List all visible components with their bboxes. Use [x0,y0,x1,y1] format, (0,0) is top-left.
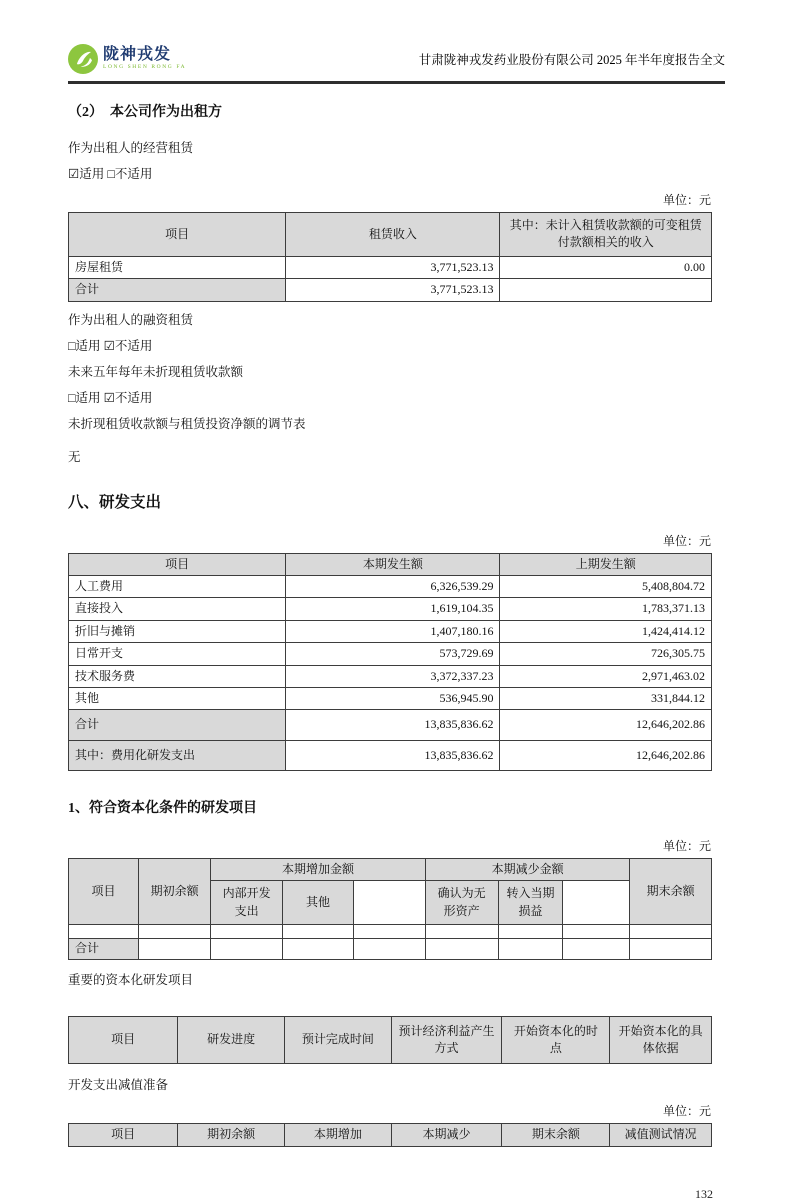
col-header-item: 项目 [69,859,139,925]
empty-cell [563,925,630,939]
row-current: 536,945.90 [286,687,500,709]
row-label: 技术服务费 [69,665,286,687]
table-row [69,643,712,665]
empty-cell [139,925,211,939]
empty-cell [630,939,712,959]
col-header-progress: 研发进度 [178,1016,285,1064]
logo-text-en: LONG SHEN RONG FA [103,64,187,71]
row-current: 1,407,180.16 [286,620,500,642]
expensed-label: 其中：费用化研发支出 [69,740,286,770]
row-prior: 5,408,804.72 [500,575,712,597]
logo-icon [68,44,98,74]
operating-lease-line: 作为出租人的经营租赁 [68,141,194,155]
total-value-income: 3,771,523.13 [286,279,500,301]
report-page [68,0,725,1202]
section-heading-capitalized: 1、符合资本化条件的研发项目 [68,801,257,817]
total-value-variable [500,279,712,301]
rd-expense-table [68,553,712,772]
table-row [69,687,712,709]
col-header-capitalization-basis: 开始资本化的具体依据 [610,1016,712,1064]
col-header-increase: 本期增加 [285,1124,392,1146]
logo-text-cn: 陇神戎发 [103,46,172,64]
row-prior: 1,783,371.13 [500,598,712,620]
empty-cell [283,925,354,939]
table-row [69,598,712,620]
table-row-expensed [69,740,712,770]
total-label: 合计 [69,939,139,959]
company-logo [68,44,186,74]
col-header-opening: 期初余额 [139,859,211,925]
col-header-income: 租赁收入 [286,213,500,257]
col-header-closing: 期末余额 [502,1124,610,1146]
table-row [69,925,712,939]
col-header-capitalization-start: 开始资本化的时点 [502,1016,610,1064]
unit-label: 单位：元 [662,1104,711,1119]
table-row [69,620,712,642]
expensed-current: 13,835,836.62 [286,740,500,770]
col-header-decrease: 本期减少 [391,1124,502,1146]
table-row [69,256,712,278]
group-header-increase: 本期增加金额 [211,859,426,881]
unit-label: 单位：元 [662,839,711,854]
col-header-other: 其他 [283,881,354,925]
future-receipts-line: 未来五年每年未折现租赁收款额 [68,364,244,379]
table-row-total [69,279,712,301]
row-label: 房屋租赁 [69,256,286,278]
row-label: 日常开支 [69,643,286,665]
col-header-variable: 其中：未计入租赁收款额的可变租赁付款额相关的收入 [500,213,712,257]
impairment-table [68,1123,712,1146]
empty-cell [563,939,630,959]
page-header [68,0,725,74]
empty-cell [211,925,283,939]
empty-cell [498,939,563,959]
row-current: 1,619,104.35 [286,598,500,620]
impairment-line: 开发支出减值准备 [68,1078,169,1093]
none-text: 无 [68,449,81,464]
unit-label: 单位：元 [662,193,711,207]
finance-applicable-checkboxes: □适用 ☑不适用 [68,338,153,353]
empty-cell [283,939,354,959]
empty-cell [563,881,630,925]
col-header-opening: 期初余额 [178,1124,285,1146]
col-header-prior: 上期发生额 [500,553,712,575]
row-current: 6,326,539.29 [286,575,500,597]
empty-cell [425,939,498,959]
important-rd-table [68,1016,712,1065]
document-title: 甘肃陇神戎发药业股份有限公司 2025 年半年度报告全文 [418,53,725,67]
operating-lease-table [68,212,712,302]
col-header-item: 项目 [69,1124,178,1146]
col-header-item: 项目 [69,553,286,575]
table-row-total [69,939,712,959]
section-heading-rd: 八、研发支出 [68,493,162,511]
row-prior: 726,305.75 [500,643,712,665]
row-label: 折旧与摊销 [69,620,286,642]
row-current: 573,729.69 [286,643,500,665]
empty-cell [69,925,139,939]
empty-cell [211,939,283,959]
unit-label: 单位：元 [662,533,711,548]
col-header-expected-completion: 预计完成时间 [285,1016,392,1064]
row-current: 3,372,337.23 [286,665,500,687]
finance-lease-line: 作为出租人的融资租赁 [68,312,194,327]
col-header-closing: 期末余额 [630,859,712,925]
capitalized-rd-table [68,858,712,960]
total-label: 合计 [69,710,286,740]
total-label: 合计 [69,279,286,301]
group-header-decrease: 本期减少金额 [425,859,629,881]
row-label: 直接投入 [69,598,286,620]
important-capitalized-line: 重要的资本化研发项目 [68,972,194,987]
col-header-profit-loss: 转入当期损益 [498,881,563,925]
header-divider [68,81,725,84]
col-header-intangible: 确认为无形资产 [425,881,498,925]
total-current: 13,835,836.62 [286,710,500,740]
row-label: 其他 [69,687,286,709]
empty-cell [498,925,563,939]
col-header-internal-dev: 内部开发支出 [211,881,283,925]
row-label: 人工费用 [69,575,286,597]
total-prior: 12,646,202.86 [500,710,712,740]
table-row [69,575,712,597]
col-header-current: 本期发生额 [286,553,500,575]
row-prior: 1,424,414.12 [500,620,712,642]
col-header-item: 项目 [69,1016,178,1064]
expensed-prior: 12,646,202.86 [500,740,712,770]
empty-cell [353,939,425,959]
page-number: 132 [695,1186,713,1201]
empty-cell [353,925,425,939]
row-value-variable: 0.00 [500,256,712,278]
section-heading-lessor: （2） 本公司作为出租方 [68,105,222,120]
table-row-total [69,710,712,740]
col-header-benefit-mode: 预计经济利益产生方式 [391,1016,502,1064]
table-row [69,665,712,687]
row-prior: 331,844.12 [500,687,712,709]
row-value-income: 3,771,523.13 [286,256,500,278]
col-header-impairment-test: 减值测试情况 [610,1124,712,1146]
reconciliation-line: 未折现租赁收款额与租赁投资净额的调节表 [68,416,306,431]
empty-cell [425,925,498,939]
empty-cell [353,881,425,925]
operating-applicable-checkboxes: ☑适用 □不适用 [68,167,153,181]
empty-cell [630,925,712,939]
future-applicable-checkboxes: □适用 ☑不适用 [68,390,153,405]
row-prior: 2,971,463.02 [500,665,712,687]
empty-cell [139,939,211,959]
col-header-item: 项目 [69,213,286,257]
